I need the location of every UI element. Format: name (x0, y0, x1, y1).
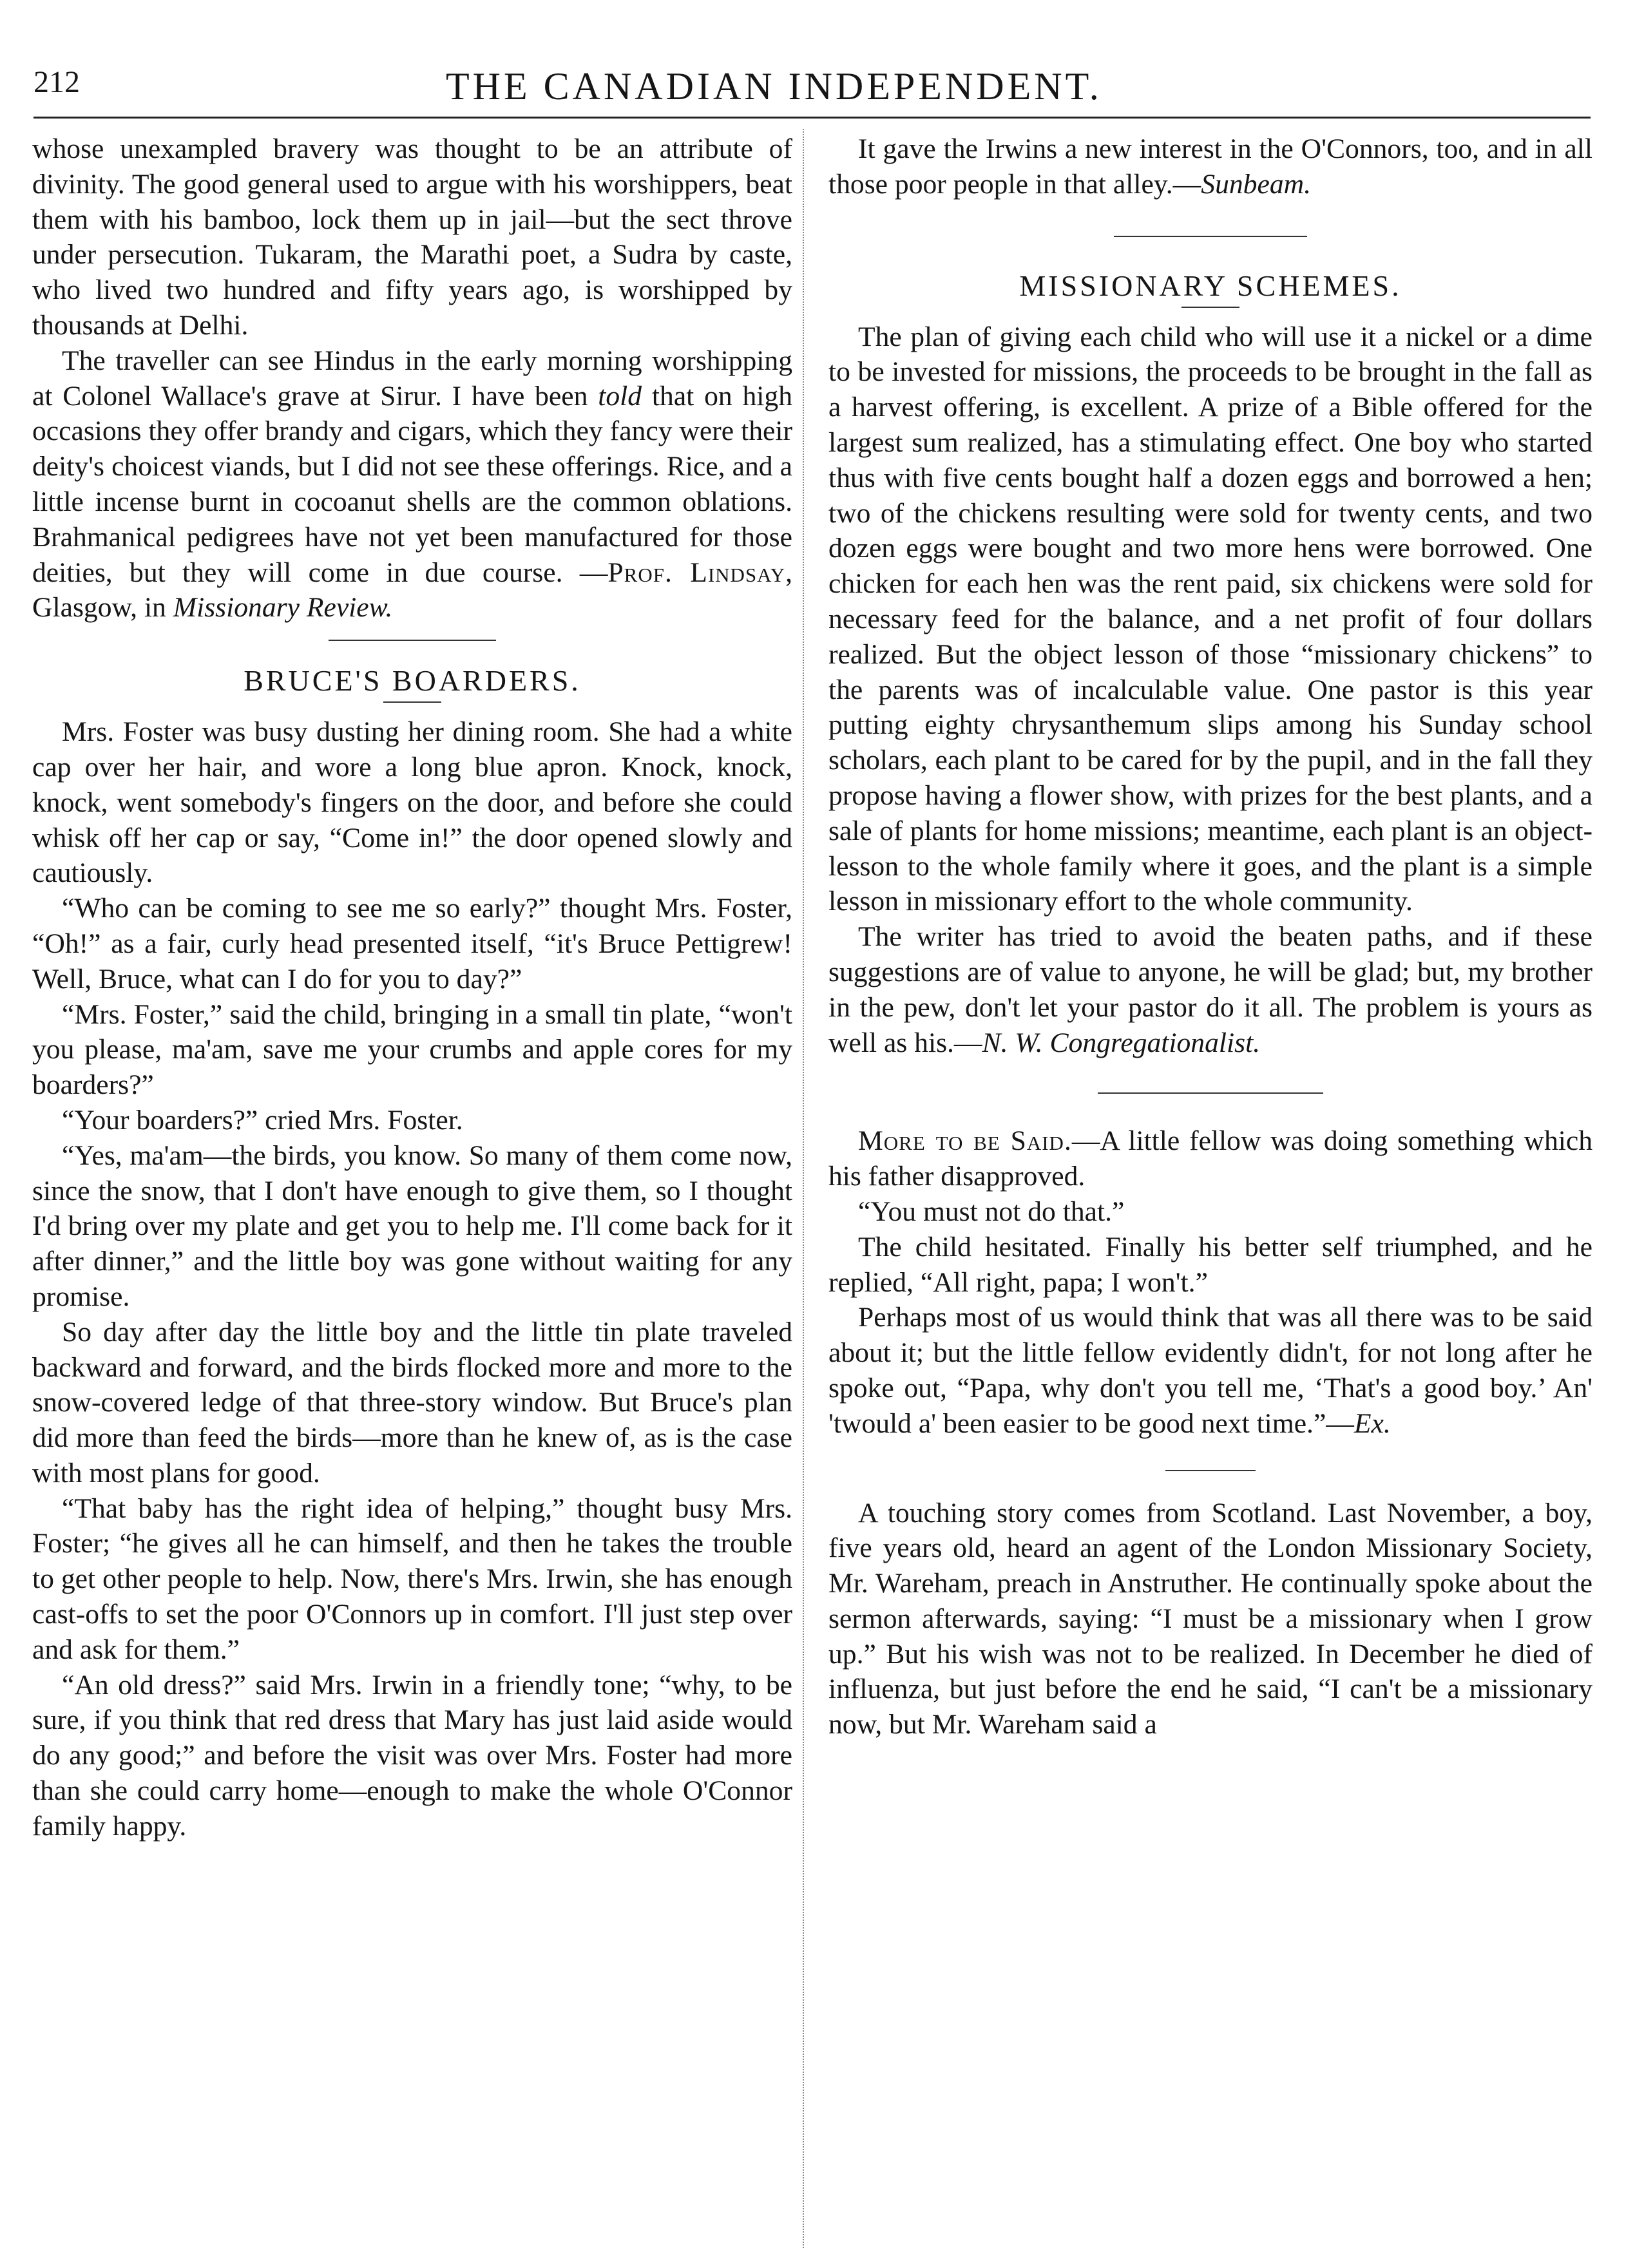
intro-credit-text: , Glasgow, in (32, 557, 792, 624)
section-separator (1098, 1092, 1323, 1094)
continuation-source: Sunbeam. (1201, 168, 1311, 200)
anecdote-paragraph (828, 1300, 1593, 1441)
intro-emphasis: told (598, 380, 642, 412)
page-number: 212 (33, 65, 80, 99)
column-divider (803, 129, 804, 2248)
continuation-text: It gave the Irwins a new interest in the O'Connors, too, and in all those poor people in that alley.— (828, 133, 1593, 200)
anecdote-source: Ex. (1353, 1407, 1391, 1439)
story-paragraph: “Your boarders?” cried Mrs. Foster. (62, 1104, 463, 1136)
anecdote-lead: More to be Said. (858, 1125, 1072, 1157)
story-paragraph: “Yes, ma'am—the birds, you know. So many of them come now, since the snow, that I don't have enough to give them, so I thought I'd bring over my plate and get you to help me. I'll come back for it after dinner,” and the little boy was gone without waiting for any promise. (32, 1139, 792, 1312)
section-title-missionary-schemes: MISSIONARY SCHEMES. (1019, 269, 1402, 302)
intro-text: The traveller can see Hindus in the early morning worshipping at Colonel Wallace's grave at Sirur. I have been (32, 345, 792, 412)
intro-text: that on high occasions they offer brandy and cigars, which they fancy were their deity's choicest viands, but I did not see these offerings. Rice, and a little incense burnt in cocoanut shells are the common oblations. Brahmanical pedigrees have not yet been manufactured for those deities, but they will come in due course. — (32, 380, 793, 588)
running-title: THE CANADIAN INDEPENDENT. (446, 65, 1102, 108)
anecdote-paragraph: “You must not do that.” (858, 1196, 1125, 1227)
anecdote-paragraph (828, 1123, 1593, 1194)
story-paragraph: “An old dress?” said Mrs. Irwin in a friendly tone; “why, to be sure, if you think that red dress that Mary has just laid aside would do any good;” and before the visit was over Mrs. Foster had more than she could carry home—enough to make the whole O'Connor family happy. (32, 1669, 792, 1842)
story-paragraph: Mrs. Foster was busy dusting her dining room. She had a white cap over her hair, and wore a long blue apron. Knock, knock, knock, went somebody's fingers on the door, and before she could whisk off her cap or say, “Come in!” the door opened slowly and cautiously. (32, 716, 792, 889)
story-paragraph: “Who can be coming to see me so early?” thought Mrs. Foster, “Oh!” as a fair, curly head presented itself, “it's Bruce Pettigrew! Well, Bruce, what can I do for you to day?” (32, 893, 792, 995)
story-continuation (828, 131, 1593, 202)
article-text: The writer has tried to avoid the beaten paths, and if these suggestions are of value to anyone, he will be glad; but, my brother in the pew, don't let your pastor do it all. The problem is yours as well as his.— (828, 921, 1593, 1058)
title-rule (383, 701, 441, 703)
title-rule (1181, 307, 1239, 308)
anecdote-paragraph: The child hesitated. Finally his better self triumphed, and he replied, “All right, papa; I won't.” (828, 1231, 1593, 1298)
article-paragraph (828, 919, 1593, 1060)
article-source: N. W. Congregationalist. (982, 1027, 1261, 1058)
intro-paragraph (32, 343, 792, 625)
anecdote-text: —A little fellow was doing something which his father disapproved. (828, 1125, 1593, 1192)
left-column (32, 131, 792, 1844)
section-separator (329, 640, 496, 641)
intro-credit-author: Prof. Lindsay (607, 557, 786, 588)
section-separator (1165, 1470, 1256, 1471)
intro-paragraph: whose unexampled bravery was thought to be an attribute of divinity. The good general used to argue with his worshippers, beat them with his bamboo, lock them up in jail—but the sect throve under persecution. Tukaram, the Marathi poet, a Sudra by caste, who lived two hundred and fifty years ago, is worshipped by thousands at Delhi. (32, 133, 792, 341)
scotland-paragraph: A touching story comes from Scotland. Last November, a boy, five years old, heard an agent of the London Missionary Society, Mr. Wareham, preach in Anstruther. He continually spoke about the sermon afterwards, saying: “I must be a missionary when I grow up.” But his wish was not to be realized. In December he died of influenza, but just before the end he said, “I can't be a missionary now, but Mr. Wareham said a (828, 1497, 1593, 1740)
anecdote-text: Perhaps most of us would think that was all there was to be said about it; but the little fellow evidently didn't, for not long after he spoke out, “Papa, why don't you tell me, ‘That's a good boy.’ An' 'twould a' been easier to be good next time.”— (828, 1302, 1593, 1439)
section-separator (1114, 236, 1307, 237)
section-title-bruces-boarders: BRUCE'S BOARDERS. (244, 664, 581, 698)
article-paragraph: The plan of giving each child who will use it a nickel or a dime to be invested for missions, the proceeds to be brought in the fall as a harvest offering, is excellent. A prize of a Bible offered for the largest sum realized, has a stimulating effect. One boy who started thus with five cents bought half a dozen eggs and borrowed a hen; two of the chickens resulting were sold for twenty cents, and two dozen eggs were bought and two more hens were borrowed. One chicken for each hen was the rent paid, six chickens were sold for necessary feed for the balance, and a net profit of four dollars realized. But the object lesson of those “missionary chickens” to the parents was of incalculable value. One pastor is this year putting eighty chrysanthemum slips among his Sunday school scholars, each plant to be cared for by the pupil, and in the fall they propose having a flower show, with prizes for the best plants, and a sale of plants for home missions; meantime, each plant is an object-lesson to the whole family where it goes, and the plant is a simple lesson in missionary effort to the whole community. (828, 321, 1593, 917)
intro-credit-source: Missionary Review. (173, 592, 393, 624)
header-rule (33, 117, 1591, 119)
page-header (33, 48, 1591, 119)
story-paragraph: So day after day the little boy and the little tin plate traveled backward and forward, and the birds flocked more and more to the snow-covered ledge of that three-story window. But Bruce's plan did more than feed the birds—more than he knew of, as is the case with most plans for good. (32, 1316, 792, 1489)
right-column (828, 131, 1593, 1742)
story-paragraph: “Mrs. Foster,” said the child, bringing in a small tin plate, “won't you please, ma'am, save me your crumbs and apple cores for my boarders?” (32, 998, 792, 1101)
story-paragraph: “That baby has the right idea of helping,” thought busy Mrs. Foster; “he gives all he can himself, and then he takes the trouble to get other people to help. Now, there's Mrs. Irwin, she has enough cast-offs to set the poor O'Connors up in comfort. I'll just step over and ask for them.” (32, 1492, 792, 1665)
